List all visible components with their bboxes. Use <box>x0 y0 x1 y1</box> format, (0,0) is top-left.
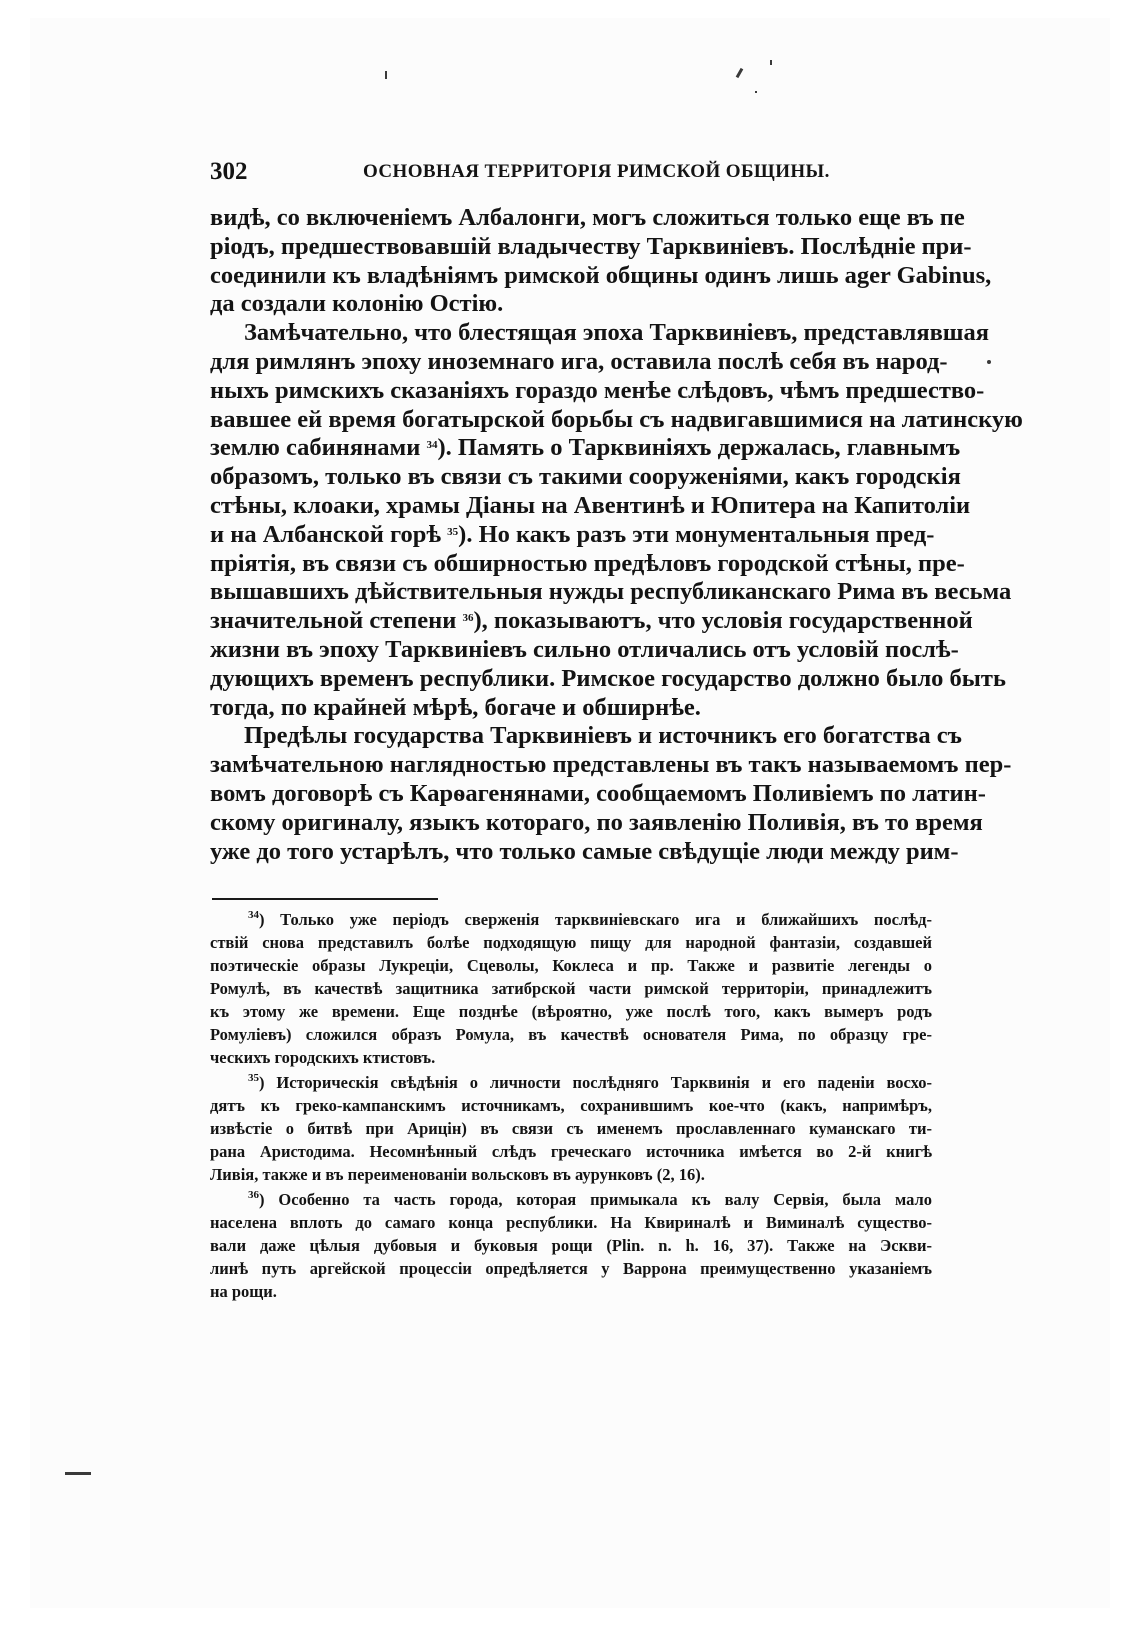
footnote-line: Ромулѣ, въ качествѣ защитника затибрской части римской территоріи, принадлежитъ <box>210 979 932 998</box>
footnote-line: линѣ путь аргейской процессіи опредѣляется у Варрона преимущественно указаніемъ <box>210 1259 932 1278</box>
scan-speck <box>770 60 772 65</box>
footnote-line: извѣстіе о битвѣ при Арицін) въ связи съ именемъ прославленнаго куманскаго ти- <box>210 1119 932 1138</box>
footnote-ref-34[interactable]: 34 <box>426 439 438 452</box>
text-line: видѣ, со включеніемъ Албалонги, могъ сложиться только еще въ пе <box>210 204 965 231</box>
text-line: образомъ, только въ связи съ такими сооруженіями, какъ городскія <box>210 463 961 491</box>
footnote-marker: 36 <box>248 1189 259 1201</box>
page-number: 302 <box>210 158 248 185</box>
text-run: ) Особенно та часть города, которая примыкала къ валу Сервія, была мало <box>259 1190 932 1209</box>
footnote-line: на рощи. <box>210 1282 277 1301</box>
footnote-line: рана Аристодима. Несомнѣнный слѣдъ греческаго источника имѣется во 2-й книгѣ <box>210 1142 932 1161</box>
book-page <box>30 18 1110 1608</box>
scan-speck <box>65 1472 91 1475</box>
scan-speck <box>385 71 387 79</box>
footnote-34 <box>210 908 932 1069</box>
footnote-ref-35[interactable]: 35 <box>447 525 459 538</box>
paragraph-3 <box>210 722 1012 866</box>
text-line: пріятія, въ связи съ обширностью предѣловъ городской стѣны, пре- <box>210 549 965 577</box>
footnote-marker: 35 <box>248 1072 259 1084</box>
scan-speck <box>736 68 744 78</box>
scan-speck <box>987 360 991 364</box>
text-run: ). Но какъ разъ эти монументальныя пред- <box>458 520 935 548</box>
text-line: вавшее ей время богатырской борьбы съ надвигавшимися на латинскую <box>210 405 1023 433</box>
text-line: ныхъ римскихъ сказаніяхъ гораздо менѣе слѣдовъ, чѣмъ предшество- <box>210 376 985 404</box>
paragraph-2 <box>210 319 1023 722</box>
text-run: землю сабинянами <box>210 434 421 462</box>
footnote-divider <box>212 898 438 900</box>
footnote-35 <box>210 1071 932 1186</box>
footnote-line <box>210 908 932 931</box>
text-line: замѣчательною наглядностью представлены въ такъ называемомъ пер- <box>210 751 1012 779</box>
text-line: Замѣчательно, что блестящая эпоха Тарквиніевъ, представлявшая <box>244 319 989 347</box>
footnotes <box>210 908 932 1305</box>
footnote-line: къ этому же времени. Еще позднѣе (вѣроятно, уже послѣ того, какъ вымеръ родъ <box>210 1002 932 1021</box>
text-line: для римлянъ эпоху иноземнаго ига, оставила послѣ себя въ народ- <box>210 347 948 375</box>
scan-speck <box>755 91 757 93</box>
text-line: стѣны, клоаки, храмы Діаны на Авентинѣ и Юпитера на Капитоліи <box>210 491 971 519</box>
text-run: ) Историческія свѣдѣнія о личности послѣдняго Тарквинія и его паденіи восхо- <box>259 1073 932 1092</box>
text-line: уже до того устарѣлъ, что только самые свѣдущіе люди между рим- <box>210 837 959 865</box>
page-header <box>210 154 932 190</box>
footnote-line <box>210 1188 932 1211</box>
text-run: ). Память о Тарквиніяхъ держалась, главнымъ <box>437 434 961 462</box>
footnote-marker: 34 <box>248 909 259 921</box>
text-line: Предѣлы государства Тарквиніевъ и источникъ его богатства съ <box>244 722 962 750</box>
text-line: тогда, по крайней мѣрѣ, богаче и обширнѣе. <box>210 693 701 721</box>
text-line: ріодъ, предшествовавшій владычеству Тарквиніевъ. Послѣдніе при- <box>210 232 972 260</box>
text-run: значительной степени <box>210 607 457 635</box>
footnote-line: населена вплоть до самаго конца республики. На Квириналѣ и Виминалѣ существо- <box>210 1213 932 1232</box>
text-line: вышавшихъ дѣйствительныя нужды республиканскаго Рима въ весьма <box>210 578 1012 606</box>
text-line <box>210 520 935 550</box>
text-line: да создали колонію Остію. <box>210 290 504 318</box>
footnote-line: ческихъ городскихъ ктистовъ. <box>210 1048 436 1067</box>
text-line <box>210 607 973 636</box>
footnote-line: Ромуліевъ) сложился образъ Ромула, въ качествѣ основателя Рима, по образцу гре- <box>210 1025 932 1044</box>
text-line: дующихъ временъ республики. Римское государство должно было быть <box>210 664 1006 692</box>
text-run: ) Только уже періодъ сверженія тарквиніевскаго ига и ближайшихъ послѣд- <box>259 910 932 929</box>
text-line <box>210 434 961 463</box>
footnote-line: Ливія, также и въ переименованіи вольсковъ въ аурунковъ (2, 16). <box>210 1165 705 1184</box>
main-text <box>210 204 1023 866</box>
footnote-line: вали даже цѣлыя дубовыя и буковыя рощи (Plin. n. h. 16, 37). Также на Эскви- <box>210 1236 932 1255</box>
footnote-line <box>210 1071 932 1094</box>
text-line: жизни въ эпоху Тарквиніевъ сильно отличались отъ условій послѣ- <box>210 635 959 663</box>
footnote-line: ствій снова представилъ болѣе подходящую пищу для народной фантазіи, создавшей <box>210 933 932 952</box>
text-line: скому оригиналу, языкъ котораго, по заявленію Поливія, въ то время <box>210 808 983 836</box>
paragraph-1 <box>210 204 992 319</box>
footnote-36 <box>210 1188 932 1303</box>
running-title: ОСНОВНАЯ ТЕРРИТОРІЯ РИМСКОЙ ОБЩИНЫ. <box>363 161 830 182</box>
footnote-line: дятъ къ греко-кампанскимъ источникамъ, сохранившимъ кое-что (какъ, напримѣръ, <box>210 1096 932 1115</box>
footnote-ref-36[interactable]: 36 <box>462 612 474 625</box>
text-line: соединили къ владѣніямъ римской общины одинъ лишь ager Gabinus, <box>210 261 992 289</box>
text-run: и на Албанской горѣ <box>210 520 442 548</box>
footnote-line: поэтическіе образы Лукреціи, Сцеволы, Коклеса и пр. Также и развитіе легенды о <box>210 956 932 975</box>
text-run: ), показываютъ, что условія государственной <box>473 607 973 635</box>
text-line: вомъ договорѣ съ Карѳагенянами, сообщаемомъ Поливіемъ по латин- <box>210 779 986 807</box>
